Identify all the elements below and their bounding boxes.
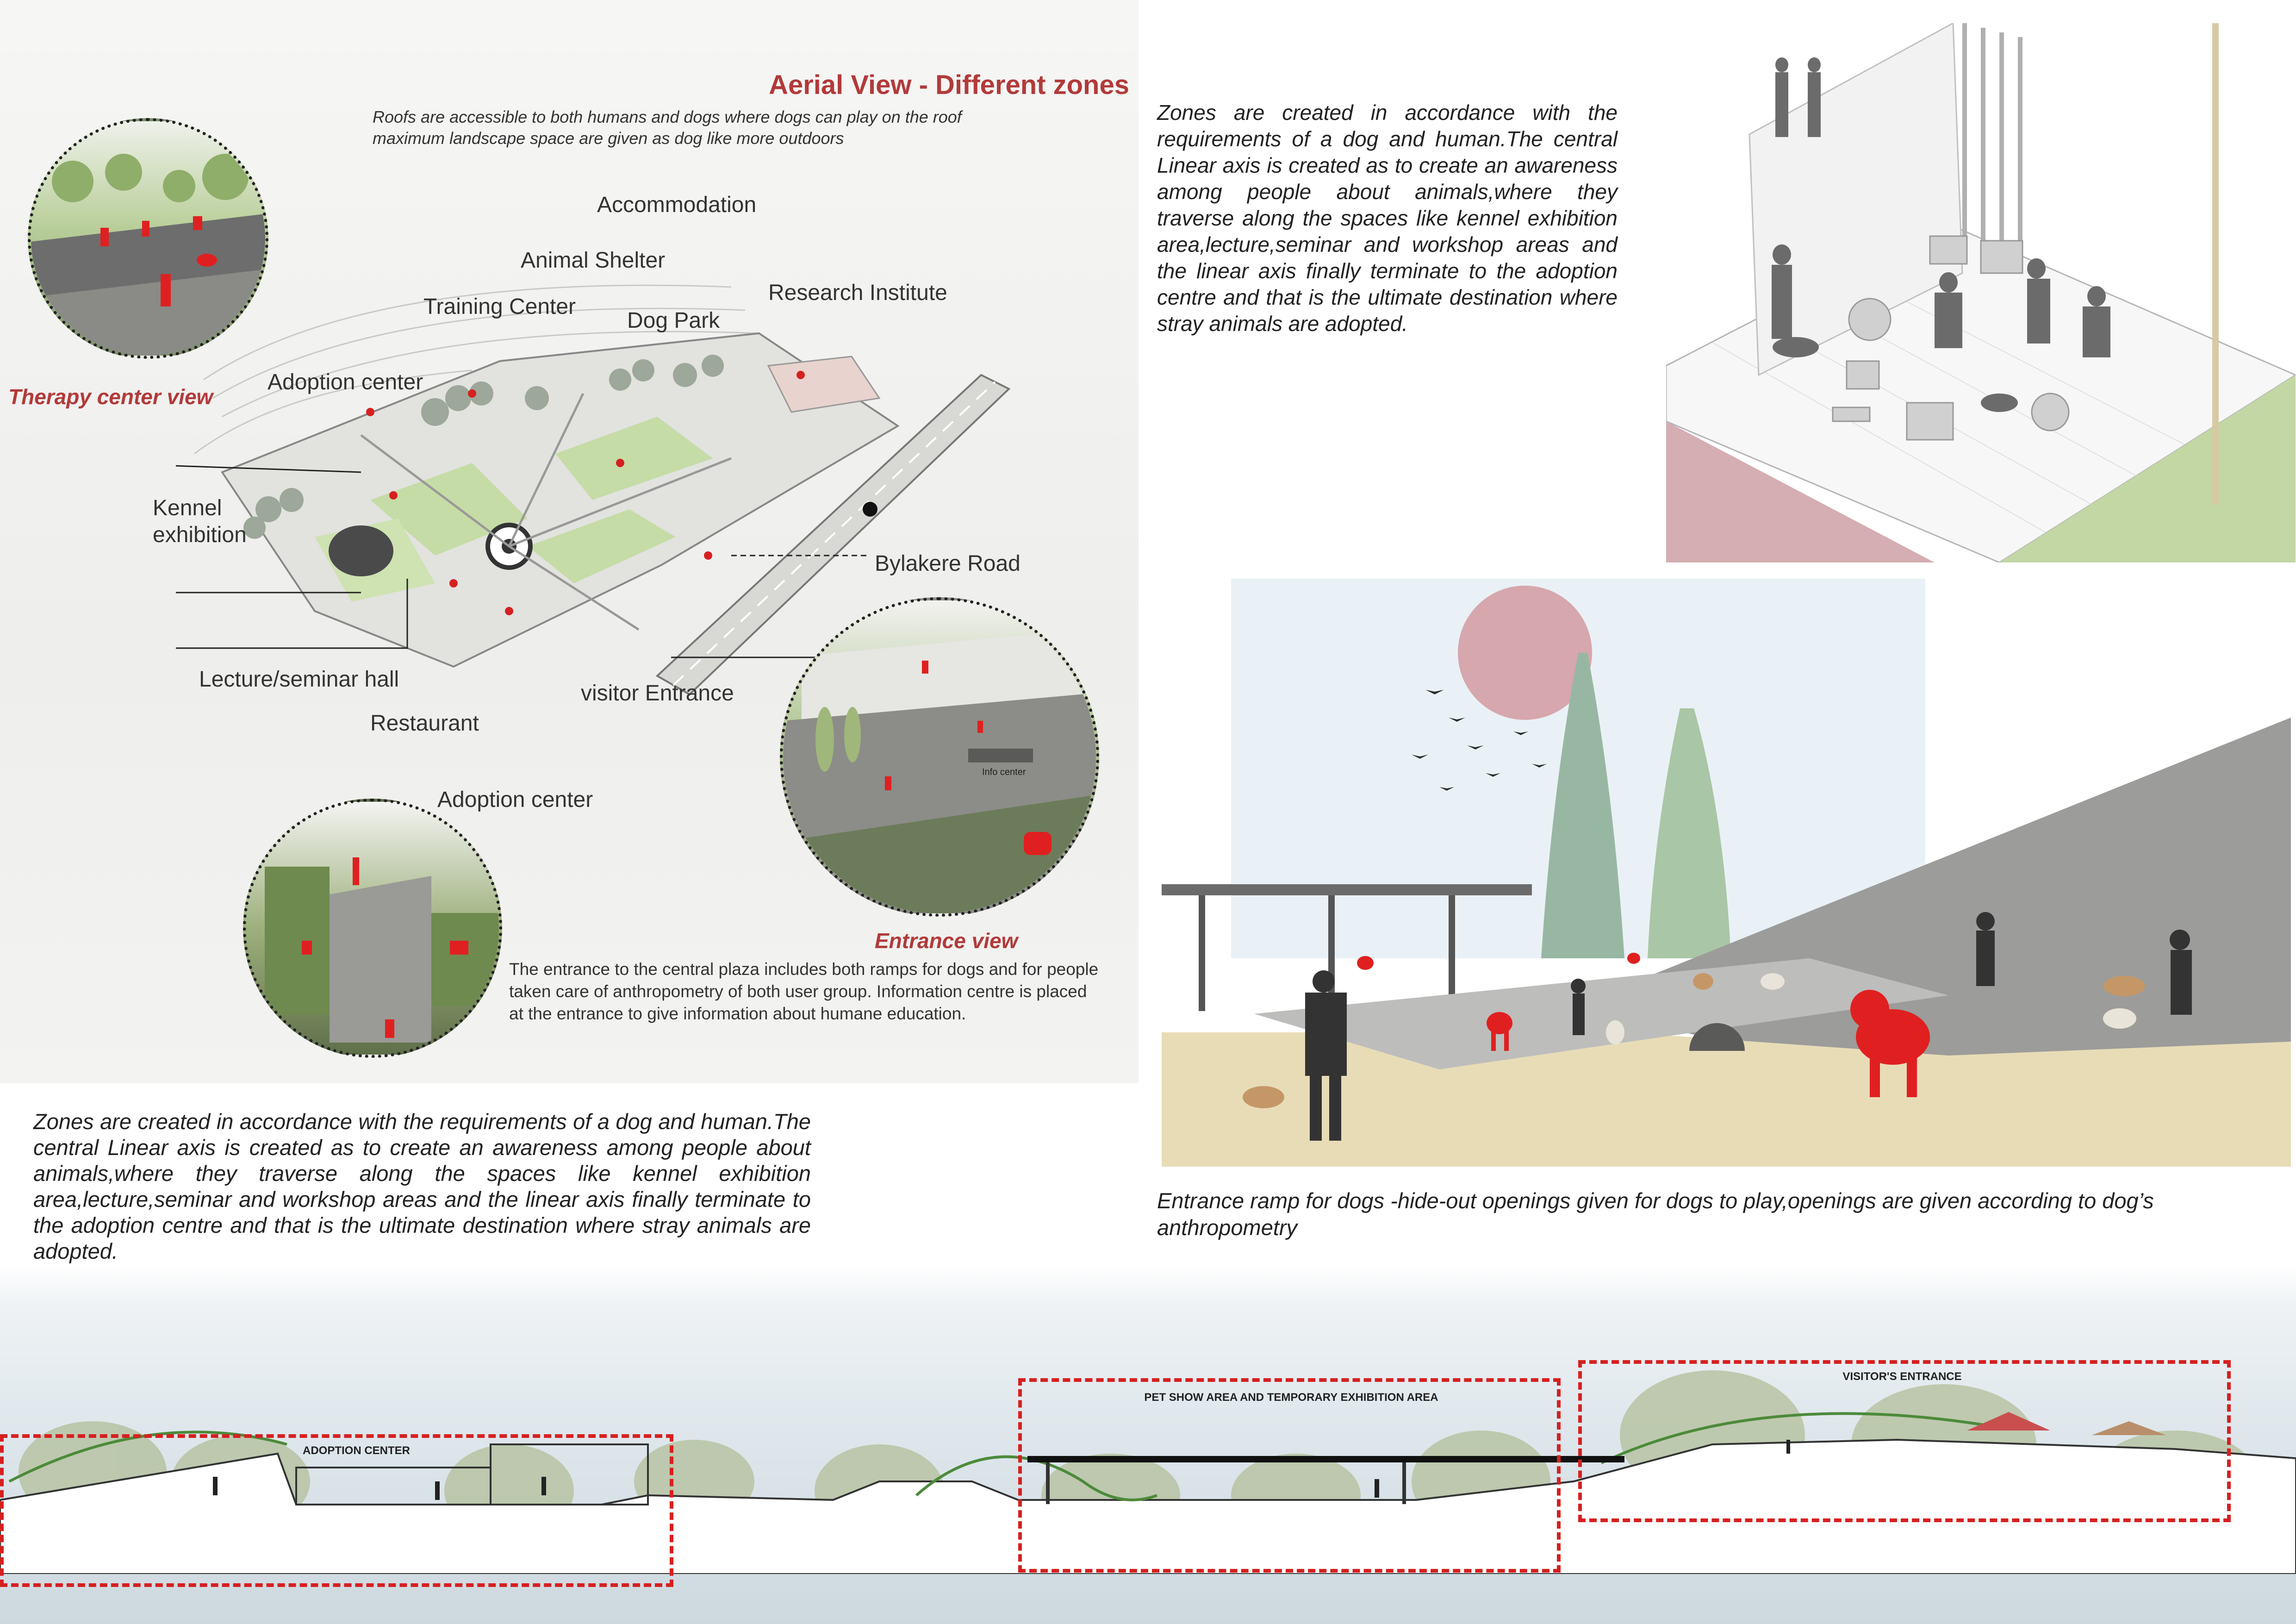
label-dog-park: Dog Park [627, 308, 720, 333]
pet-show-zone-box [1018, 1378, 1561, 1573]
label-adoption-center-bottom: Adoption center [437, 787, 593, 812]
adoption-center-section-label: ADOPTION CENTER [302, 1444, 410, 1457]
label-restaurant: Restaurant [370, 711, 479, 736]
aerial-view-subtitle [373, 106, 1132, 149]
zones-description-right: Zones are created in accordance with the requirements of a dog and human.The central Linear axis is created as to create an awareness among people about animals,where they traverse along the spaces like kennel exhibition area,lecture,seminar and workshop areas and the linear axis finally terminate to the adoption centre and that is the ultimate destination where stray animals are adopted. [1157, 100, 1618, 336]
visitors-entrance-section-label: VISITOR'S ENTRANCE [1842, 1370, 1962, 1383]
entrance-ramp-perspective [1162, 579, 2291, 1167]
zones-description-left: Zones are created in accordance with the requirements of a dog and human.The central Linear axis is created as to create an awareness among people about animals,where they traverse along the spaces like kennel exhibition area,lecture,seminar and workshop areas and the linear axis finally terminate to the adoption centre and that is the ultimate destination where stray animals are adopted. [33, 1109, 811, 1263]
entrance-view-circle [780, 597, 1099, 917]
entrance-view-title: Entrance view [875, 929, 1018, 953]
label-exhibition: exhibition [153, 523, 247, 547]
entrance-view-illustration [783, 600, 1096, 913]
label-bylakere-road: Bylakere Road [875, 551, 1020, 576]
adoption-center-illustration [246, 802, 499, 1055]
label-accommodation: Accommodation [597, 193, 757, 217]
info-center-label: Info center [982, 767, 1026, 777]
subtitle-line-2: maximum landscape space are given as dog like more outdoors [373, 129, 844, 148]
visitors-entrance-zone-box [1578, 1360, 2231, 1522]
therapy-center-illustration [31, 121, 265, 356]
therapy-center-view-title: Therapy center view [8, 385, 213, 409]
adoption-center-view-circle [243, 799, 502, 1058]
label-training-center: Training Center [423, 294, 576, 319]
entrance-ramp-caption: Entrance ramp for dogs -hide-out openings given for dogs to play,openings are given according to dog’s anthropometry [1157, 1188, 2154, 1240]
aerial-view-title: Aerial View - Different zones [769, 70, 1129, 100]
label-visitor-entrance: visitor Entrance [581, 681, 734, 706]
label-kennel: Kennel [153, 496, 222, 520]
label-lecture-hall: Lecture/seminar hall [199, 667, 399, 692]
label-adoption-center-top: Adoption center [268, 370, 423, 394]
label-animal-shelter: Animal Shelter [521, 248, 666, 273]
therapy-center-view-circle [28, 118, 268, 359]
subtitle-line-1: Roofs are accessible to both humans and dogs where dogs can play on the roof [373, 107, 962, 126]
pet-show-section-label: PET SHOW AREA AND TEMPORARY EXHIBITION AREA [1144, 1391, 1438, 1404]
label-research-institute: Research Institute [768, 281, 947, 305]
entrance-note: The entrance to the central plaza includes both ramps for dogs and for people taken care of anthropometry of both user group. Information centre is placed at the entrance to give information about humane education. [509, 960, 1099, 1023]
isometric-therapy-drawing [1666, 23, 2296, 562]
